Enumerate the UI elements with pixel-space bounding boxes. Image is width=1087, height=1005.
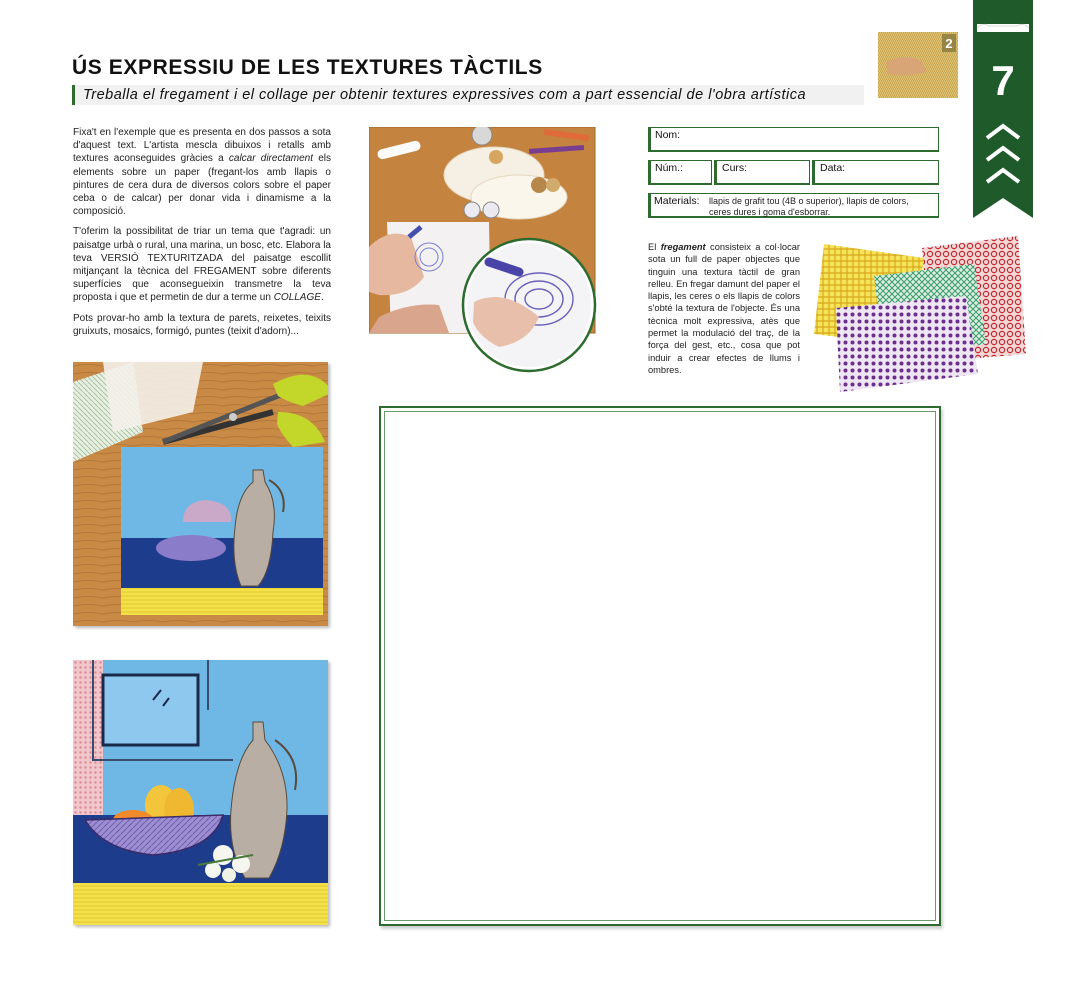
- materials-label: Materials:: [654, 195, 700, 207]
- intro-paragraph-2: T'oferim la possibilitat de triar un tema que t'agradi: un paisatge urbà o rural, una marina, un bosc, etc. Elabora la teva VERSIÓ TEXTURITZADA del paisatge escollit mitjançant la tècnica del FREGAMENT sobre diferents superfícies que aconsegueixin transmetre la teva proposta i que et permetin de dur a terme un COLLAGE.: [73, 226, 331, 304]
- name-label: Nom:: [655, 129, 681, 141]
- intro-paragraph-1: Fixa't en l'exemple que es presenta en dos passos a sota d'aquest text. L'artista mescla dibuixos i retalls amb textures aconseguides gràcies a calcar directament els elements sobre un paper (fregant-los amb llapis o pintures de cera dura de diversos colors sobre el paper ceba o de calcar) per donar vida i dinamisme a la composició.: [73, 127, 331, 218]
- thumbnail-badge: 2: [945, 36, 953, 51]
- texture-thumbnail: [878, 32, 958, 98]
- number-field[interactable]: [648, 160, 712, 185]
- texture-samples: [814, 234, 1029, 396]
- page-title: ÚS EXPRESSIU DE LES TEXTURES TÀCTILS: [72, 56, 543, 79]
- name-field[interactable]: [648, 127, 939, 152]
- materials-line-2: ceres dures i goma d'esborrar.: [709, 207, 831, 217]
- date-field[interactable]: [812, 160, 939, 185]
- number-label: Núm.:: [655, 162, 684, 174]
- page-subtitle: Treballa el fregament i el collage per obtenir textures expressives com a part essencial de l'obra artística: [72, 85, 864, 105]
- collage-step-1: [73, 362, 328, 626]
- intro-text: [73, 126, 331, 345]
- course-label: Curs:: [722, 162, 748, 174]
- unit-number: 7: [991, 57, 1015, 104]
- intro-paragraph-3: Pots provar-ho amb la textura de parets, reixetes, teixits gruixuts, mosaics, formigó, puntes (teixit d'adorn)...: [73, 312, 331, 337]
- materials-box: [648, 193, 939, 218]
- drawing-area[interactable]: [379, 406, 941, 926]
- unit-ribbon: [971, 0, 1035, 224]
- fregament-definition: El fregament consisteix a col·locar sota un full de paper objectes que tinguin una textura tàctil de gran relleu. En fregar damunt del paper el llapis, les ceres o els llapis de colors s'obté la textura de l'objecte. És una tècnica molt expressiva, atès que permet la modulació del traç, de la força del gest, etc., cosa que pot induir a crear efectes de llums i ombres.: [648, 242, 800, 375]
- drawing-area-inner-border: [384, 411, 936, 921]
- collage-step-2: [73, 660, 328, 925]
- rubbing-photo: [369, 127, 625, 377]
- course-field[interactable]: [714, 160, 810, 185]
- materials-line-1: llapis de grafit tou (4B o superior), llapis de colors,: [709, 196, 909, 206]
- date-label: Data:: [820, 162, 846, 174]
